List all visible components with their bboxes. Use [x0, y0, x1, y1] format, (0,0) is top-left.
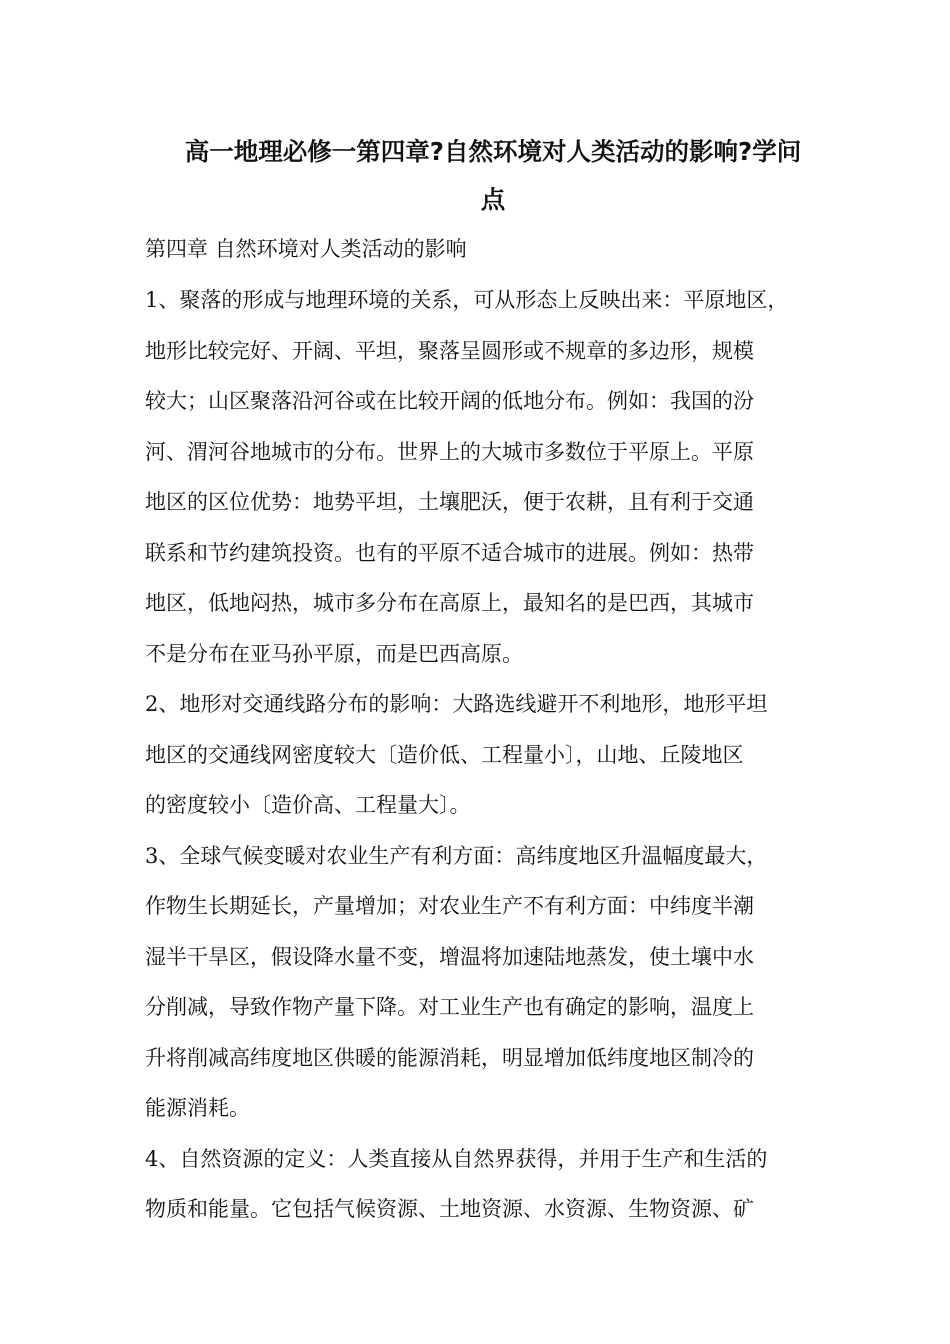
- paragraph-line: 4、自然资源的定义：人类直接从自然界获得，并用于生产和生活的: [145, 1146, 768, 1171]
- title-line-1: 高一地理必修一第四章?自然环境对人类活动的影响?学问: [184, 137, 802, 166]
- paragraph-line: 2、地形对交通线路分布的影响：大路选线避开不利地形，地形平坦: [145, 692, 768, 716]
- paragraph-3: [145, 831, 835, 1134]
- paragraph-line: 不是分布在亚马孙平原，而是巴西高原。: [145, 641, 523, 666]
- paragraph-line: 较大；山区聚落沿河谷或在比较开阔的低地分布。例如：我国的汾: [145, 389, 754, 413]
- paragraph-line: 河、渭河谷地城市的分布。世界上的大城市多数位于平原上。平原: [145, 439, 754, 464]
- paragraph-1: [145, 275, 835, 679]
- paragraph-2: [145, 679, 835, 831]
- paragraph-line: 地区的交通线网密度较大〔造价低、工程量小〕，山地、丘陵地区: [145, 742, 744, 767]
- title-line-2: 点: [480, 185, 506, 214]
- document-page: [145, 128, 835, 1235]
- paragraph-line: 地区的区位优势：地势平坦，土壤肥沃，便于农耕，且有利于交通: [145, 490, 754, 514]
- paragraph-line: 分削减，导致作物产量下降。对工业生产也有确定的影响，温度上: [145, 995, 754, 1019]
- paragraph-line: 湿半干旱区，假设降水量不变，增温将加速陆地蒸发，使土壤中水: [145, 944, 754, 969]
- paragraph-line: 升将削减高纬度地区供暖的能源消耗，明显增加低纬度地区制冷的: [145, 1045, 754, 1070]
- paragraph-line: 的密度较小〔造价高、工程量大〕。: [145, 793, 471, 817]
- paragraph-4: [145, 1134, 835, 1235]
- paragraph-line: 地区，低地闷热，城市多分布在高原上，最知名的是巴西，其城市: [145, 591, 754, 615]
- paragraph-line: 1、聚落的形成与地理环境的关系，可从形态上反映出来：平原地区，: [145, 288, 789, 312]
- document-title: [145, 128, 841, 224]
- paragraph-line: 联系和节约建筑投资。也有的平原不适合城市的进展。例如：热带: [145, 540, 754, 565]
- paragraph-line: 能源消耗。: [145, 1096, 250, 1120]
- chapter-heading: 第四章 自然环境对人类活动的影响: [145, 237, 467, 261]
- paragraph-line: 作物生长期延长，产量增加；对农业生产不有利方面：中纬度半潮: [145, 894, 754, 918]
- paragraph-line: 地形比较完好、开阔、平坦，聚落呈圆形或不规章的多边形，规模: [145, 338, 754, 363]
- paragraph-line: 物质和能量。它包括气候资源、土地资源、水资源、生物资源、矿: [145, 1197, 754, 1221]
- paragraph-line: 3、全球气候变暖对农业生产有利方面：高纬度地区升温幅度最大，: [145, 843, 768, 868]
